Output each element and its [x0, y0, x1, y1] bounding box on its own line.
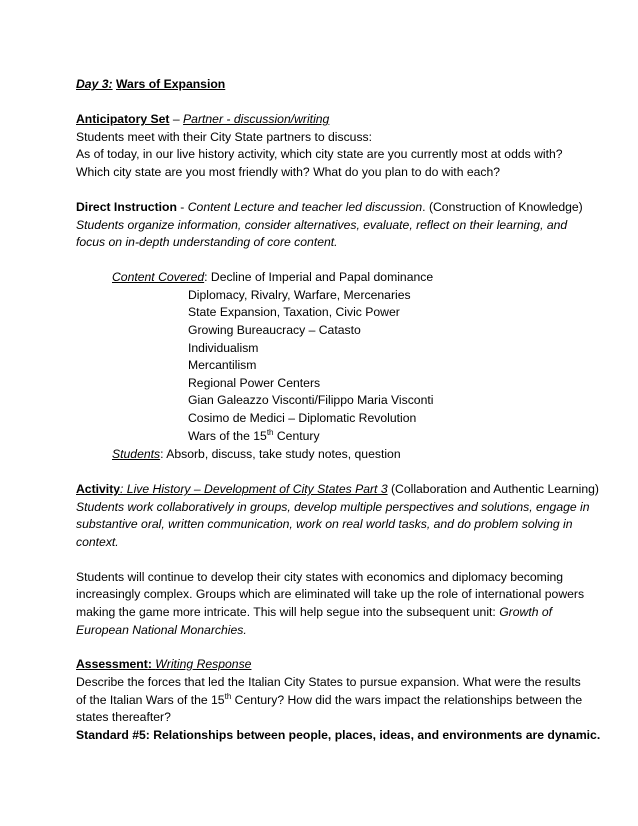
content-item: Growing Bureaucracy – Catasto — [188, 323, 361, 337]
activity-line: substantive oral, written communication, work on real world tasks, and do problem solving in — [76, 517, 573, 531]
content-item: State Expansion, Taxation, Civic Power — [188, 305, 400, 319]
activity-label: Activity — [76, 482, 121, 496]
assessment-heading — [76, 656, 251, 672]
day-title: Wars of Expansion — [115, 77, 226, 91]
content-item-wars — [188, 428, 320, 444]
direct-line: focus on in-depth understanding of core content. — [76, 235, 338, 249]
anticipatory-label: Anticipatory Set — [76, 112, 170, 126]
students-text: : Absorb, discuss, take study notes, question — [160, 447, 401, 461]
content-item: Decline of Imperial and Papal dominance — [210, 270, 434, 284]
direct-line: Students organize information, consider alternatives, evaluate, reflect on their learning, and — [76, 218, 568, 232]
anticipatory-line: As of today, in our live history activity, which city state are you currently most at odds with? — [76, 147, 563, 161]
direct-mode: Content Lecture and teacher led discussion — [187, 200, 423, 214]
activity-mode: : Live History – Development of City States Part 3 — [120, 482, 388, 496]
assessment-label: Assessment — [76, 657, 148, 671]
students-row — [112, 446, 401, 462]
content-item: Gian Galeazzo Visconti/Filippo Maria Visconti — [188, 393, 434, 407]
activity-suffix: (Collaboration and Authentic Learning) — [387, 482, 599, 496]
assessment-mode: Writing Response — [155, 657, 252, 671]
activity-line: context. — [76, 535, 119, 549]
anticipatory-heading — [76, 111, 329, 127]
content-item: Regional Power Centers — [188, 376, 321, 390]
content-covered-label: Content Covered — [112, 270, 205, 284]
students-label: Students — [112, 447, 161, 461]
standard-statement: Standard #5: Relationships between people, places, ideas, and environments are dynamic. — [76, 728, 601, 742]
assessment-line: states thereafter? — [76, 710, 171, 724]
content-item: Diplomacy, Rivalry, Warfare, Mercenaries — [188, 288, 411, 302]
activity-heading — [76, 481, 599, 497]
wars-pre: Wars of the 15 — [188, 429, 267, 443]
assessment-line — [76, 692, 582, 708]
activity-para-line: increasingly complex. Groups which are eliminated will take up the role of international powers — [76, 587, 585, 601]
content-item: Cosimo de Medici – Diplomatic Revolution — [188, 411, 417, 425]
assessment-line2-post: Century? How did the wars impact the relationships between the — [231, 693, 583, 707]
activity-para-plain: making the game more intricate. This will help segue into the subsequent unit: — [76, 605, 500, 619]
direct-suffix: . (Construction of Knowledge) — [422, 200, 583, 214]
content-colon: : — [204, 270, 208, 284]
direct-heading — [76, 199, 583, 215]
assessment-line2-sup: th — [224, 691, 232, 701]
assessment-colon: : — [147, 657, 156, 671]
day-label: Day 3: — [76, 77, 113, 91]
activity-para-line: Students will continue to develop their city states with economics and diplomacy becoming — [76, 570, 564, 584]
wars-post: Century — [273, 429, 320, 443]
assessment-line2-pre: of the Italian Wars of the 15 — [76, 693, 225, 707]
content-item: Mercantilism — [188, 358, 257, 372]
activity-para-line: European National Monarchies. — [76, 623, 247, 637]
anticipatory-sep: – — [169, 112, 184, 126]
anticipatory-line: Which city state are you most friendly with? What do you plan to do with each? — [76, 165, 501, 179]
content-item: Individualism — [188, 341, 259, 355]
anticipatory-mode: Partner - discussion/writing — [183, 112, 330, 126]
activity-para-italic: Growth of — [499, 605, 553, 619]
direct-label: Direct Instruction — [76, 200, 177, 214]
anticipatory-line: Students meet with their City State partners to discuss: — [76, 130, 373, 144]
activity-para-line — [76, 604, 552, 620]
wars-sup: th — [266, 427, 274, 437]
day-heading — [76, 76, 225, 92]
assessment-line: Describe the forces that led the Italian City States to pursue expansion. What were the results — [76, 675, 581, 689]
content-covered-row — [112, 269, 433, 285]
direct-sep: - — [176, 200, 188, 214]
activity-line: Students work collaboratively in groups, develop multiple perspectives and solutions, engage in — [76, 500, 590, 514]
